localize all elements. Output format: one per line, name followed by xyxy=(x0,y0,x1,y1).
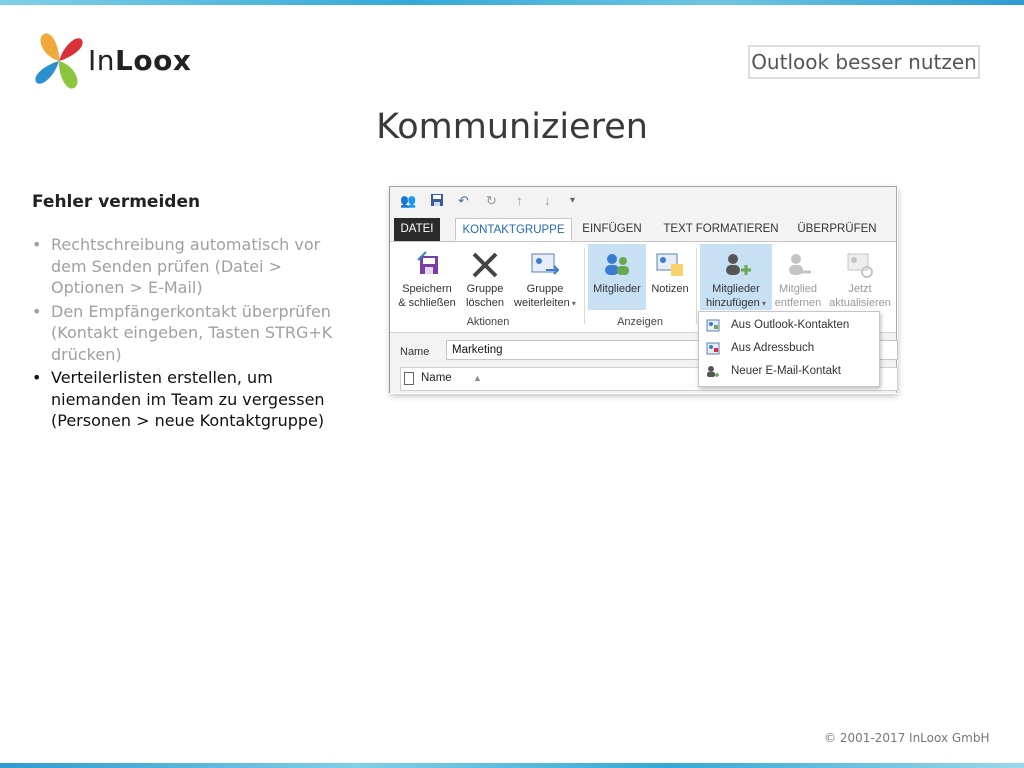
contact-group-icon[interactable]: 👥 xyxy=(400,193,417,208)
update-icon xyxy=(843,250,877,280)
remove-member-icon xyxy=(781,250,815,280)
forward-group-button[interactable]: Gruppe weiterleiten ▾ xyxy=(510,244,580,310)
list-item: • Rechtschreibung automatisch vor dem Senden prüfen (Datei > Optionen > E-Mail) xyxy=(32,235,321,297)
group-label-aktionen: Aktionen xyxy=(466,316,510,328)
tips-list xyxy=(30,234,350,434)
quick-access-toolbar xyxy=(390,187,896,215)
column-header-name[interactable]: Name xyxy=(421,372,452,384)
ribbon-tabs xyxy=(390,215,896,242)
undo-icon[interactable]: ↶ xyxy=(458,193,469,208)
list-item: • Den Empfängerkontakt überprüfen (Kontakt eingeben, Tasten STRG+K drücken) xyxy=(32,301,333,364)
list-item: • Verteilerlisten erstellen, um niemanden im Team zu vergessen (Personen > neue Kontaktgruppe) xyxy=(32,368,325,430)
down-arrow-icon[interactable]: ↓ xyxy=(544,193,551,208)
menu-item-address-book[interactable]: Aus Adressbuch xyxy=(699,337,879,360)
group-separator xyxy=(584,248,585,324)
group-label-anzeigen: Anzeigen xyxy=(617,316,663,328)
contacts-book-icon xyxy=(706,319,720,332)
notes-button[interactable]: Notizen xyxy=(648,244,692,310)
remove-member-button[interactable]: Mitglied entfernen xyxy=(772,244,824,310)
redo-icon[interactable]: ↻ xyxy=(486,193,497,208)
update-now-button[interactable]: Jetzt aktualisieren xyxy=(826,244,894,310)
name-label: Name xyxy=(400,346,430,358)
delete-x-icon xyxy=(468,250,502,280)
members-button[interactable]: Mitglieder xyxy=(588,244,646,310)
list-item-text: Den Empfängerkontakt überprüfen (Kontakt eingeben, Tasten STRG+K drücken) xyxy=(51,301,333,364)
bottom-accent-bar xyxy=(0,763,1024,768)
forward-group-icon xyxy=(528,250,562,280)
add-member-icon xyxy=(719,250,753,280)
list-item-text: Rechtschreibung automatisch vor dem Senden prüfen (Datei > Optionen > E-Mail) xyxy=(51,235,321,297)
address-book-icon xyxy=(706,342,720,355)
copyright-notice: © 2001-2017 InLoox GmbH xyxy=(824,731,990,745)
inloox-logo-mark xyxy=(34,30,84,92)
members-icon xyxy=(600,250,634,280)
tab-einfuegen[interactable]: EINFÜGEN xyxy=(582,223,642,235)
save-close-button[interactable]: Speichern & schließen xyxy=(396,244,458,310)
group-separator xyxy=(696,248,697,324)
save-close-icon xyxy=(410,250,444,280)
list-item-text: Verteilerlisten erstellen, um niemanden im Team zu vergessen (Personen > neue Kontaktgruppe) xyxy=(51,368,325,430)
sort-ascending-icon: ▲ xyxy=(473,373,482,383)
page-title: Kommunizieren xyxy=(376,107,648,147)
tab-kontaktgruppe[interactable]: KONTAKTGRUPPE xyxy=(455,218,572,241)
section-subhead: Fehler vermeiden xyxy=(32,192,201,212)
tagline-box: Outlook besser nutzen xyxy=(748,45,980,79)
tab-datei[interactable]: DATEI xyxy=(394,218,440,241)
new-contact-icon xyxy=(706,365,720,378)
add-members-button[interactable]: Mitglieder hinzufügen ▾ xyxy=(700,244,772,310)
notes-icon xyxy=(653,250,687,280)
inloox-logo xyxy=(34,30,204,92)
delete-group-button[interactable]: Gruppe löschen xyxy=(462,244,508,310)
save-icon[interactable] xyxy=(430,193,444,210)
tab-text-formatieren[interactable]: TEXT FORMATIEREN xyxy=(663,223,779,235)
up-arrow-icon[interactable]: ↑ xyxy=(516,193,523,208)
add-members-dropdown xyxy=(698,311,880,387)
customize-qat-icon[interactable]: ▾ xyxy=(570,195,576,206)
menu-item-outlook-contacts[interactable]: Aus Outlook-Kontakten xyxy=(699,314,879,337)
document-icon xyxy=(404,372,414,385)
logo-wordmark: InLoox xyxy=(88,44,192,77)
tab-ueberpruefen[interactable]: ÜBERPRÜFEN xyxy=(797,223,877,235)
top-accent-bar xyxy=(0,0,1024,5)
menu-item-new-email-contact[interactable]: Neuer E-Mail-Kontakt xyxy=(699,360,879,383)
name-field[interactable]: Marketing xyxy=(446,340,898,360)
